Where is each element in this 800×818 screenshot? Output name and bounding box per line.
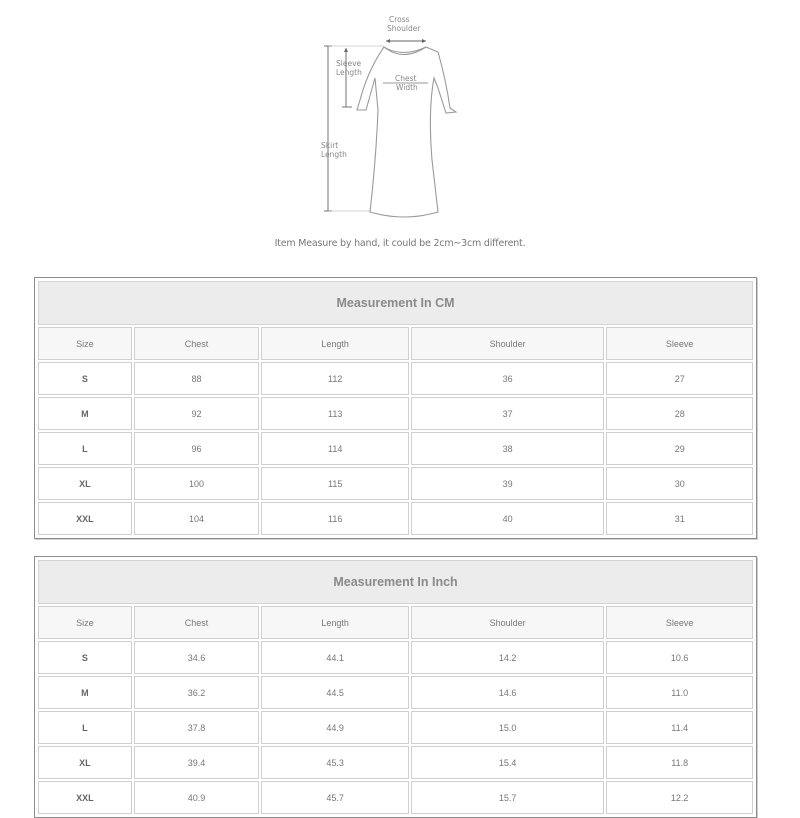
- length-cell: 45.3: [261, 746, 409, 779]
- sleeve-cell: 27: [606, 362, 753, 395]
- column-header-shoulder: Shoulder: [411, 327, 604, 360]
- sleeve-cell: 11.4: [606, 711, 753, 744]
- chest-cell: 37.8: [134, 711, 260, 744]
- size-cell: L: [38, 432, 132, 465]
- table-row: [38, 711, 753, 744]
- skirt-length-label-line1: Skirt: [321, 141, 339, 150]
- chest-cell: 100: [134, 467, 260, 500]
- table-header-row: [38, 327, 753, 360]
- length-cell: 44.1: [261, 641, 409, 674]
- column-header-length: Length: [261, 327, 409, 360]
- column-header-shoulder: Shoulder: [411, 606, 604, 639]
- chest-cell: 96: [134, 432, 260, 465]
- column-header-chest: Chest: [134, 327, 260, 360]
- skirt-length-label-line2: Length: [321, 150, 347, 159]
- size-cell: M: [38, 397, 132, 430]
- chest-cell: 34.6: [134, 641, 260, 674]
- size-cell: XL: [38, 467, 132, 500]
- size-cell: XL: [38, 746, 132, 779]
- sleeve-cell: 11.8: [606, 746, 753, 779]
- sleeve-cell: 12.2: [606, 781, 753, 814]
- chest-cell: 104: [134, 502, 260, 535]
- chest-cell: 40.9: [134, 781, 260, 814]
- length-cell: 44.5: [261, 676, 409, 709]
- sleeve-cell: 30: [606, 467, 753, 500]
- table-row: [38, 676, 753, 709]
- shoulder-cell: 40: [411, 502, 604, 535]
- table-header-row: [38, 606, 753, 639]
- table-row: [38, 432, 753, 465]
- table-row: [38, 362, 753, 395]
- sleeve-length-label-line2: Length: [336, 68, 362, 77]
- length-cell: 116: [261, 502, 409, 535]
- size-cell: S: [38, 641, 132, 674]
- sleeve-cell: 28: [606, 397, 753, 430]
- chest-width-label-line1: Chest: [395, 74, 417, 83]
- shoulder-cell: 36: [411, 362, 604, 395]
- shoulder-cell: 14.6: [411, 676, 604, 709]
- size-cell: XXL: [38, 502, 132, 535]
- chest-width-label-line2: Width: [396, 83, 418, 92]
- chest-cell: 88: [134, 362, 260, 395]
- size-cell: M: [38, 676, 132, 709]
- chest-cell: 92: [134, 397, 260, 430]
- size-cell: XXL: [38, 781, 132, 814]
- size-cell: S: [38, 362, 132, 395]
- shoulder-cell: 38: [411, 432, 604, 465]
- shoulder-cell: 14.2: [411, 641, 604, 674]
- table-row: [38, 781, 753, 814]
- table-title-inch: Measurement In Inch: [38, 560, 753, 604]
- table-row: [38, 467, 753, 500]
- sleeve-cell: 29: [606, 432, 753, 465]
- chest-cell: 36.2: [134, 676, 260, 709]
- length-cell: 113: [261, 397, 409, 430]
- sleeve-cell: 11.0: [606, 676, 753, 709]
- cross-shoulder-label-line2: Shoulder: [387, 24, 421, 33]
- length-cell: 114: [261, 432, 409, 465]
- table-row: [38, 502, 753, 535]
- dress-outline-icon: [300, 0, 500, 230]
- size-table-cm: [34, 277, 757, 539]
- shoulder-cell: 15.7: [411, 781, 604, 814]
- measurement-note: Item Measure by hand, it could be 2cm~3cm different.: [274, 238, 526, 249]
- table-row: [38, 746, 753, 779]
- column-header-size: Size: [38, 606, 132, 639]
- table-row: [38, 397, 753, 430]
- column-header-chest: Chest: [134, 606, 260, 639]
- cross-shoulder-label-line1: Cross: [389, 15, 410, 24]
- length-cell: 115: [261, 467, 409, 500]
- table-row: [38, 641, 753, 674]
- shoulder-cell: 39: [411, 467, 604, 500]
- size-cell: L: [38, 711, 132, 744]
- size-table-inch: [34, 556, 757, 818]
- shoulder-cell: 15.0: [411, 711, 604, 744]
- column-header-size: Size: [38, 327, 132, 360]
- sleeve-length-label-line1: Sleeve: [336, 59, 362, 68]
- sleeve-cell: 10.6: [606, 641, 753, 674]
- column-header-sleeve: Sleeve: [606, 327, 753, 360]
- length-cell: 45.7: [261, 781, 409, 814]
- table-title-cm: Measurement In CM: [38, 281, 753, 325]
- length-cell: 112: [261, 362, 409, 395]
- shoulder-cell: 37: [411, 397, 604, 430]
- shoulder-cell: 15.4: [411, 746, 604, 779]
- column-header-length: Length: [261, 606, 409, 639]
- chest-cell: 39.4: [134, 746, 260, 779]
- column-header-sleeve: Sleeve: [606, 606, 753, 639]
- sleeve-cell: 31: [606, 502, 753, 535]
- length-cell: 44.9: [261, 711, 409, 744]
- dress-measurement-diagram: [300, 0, 500, 230]
